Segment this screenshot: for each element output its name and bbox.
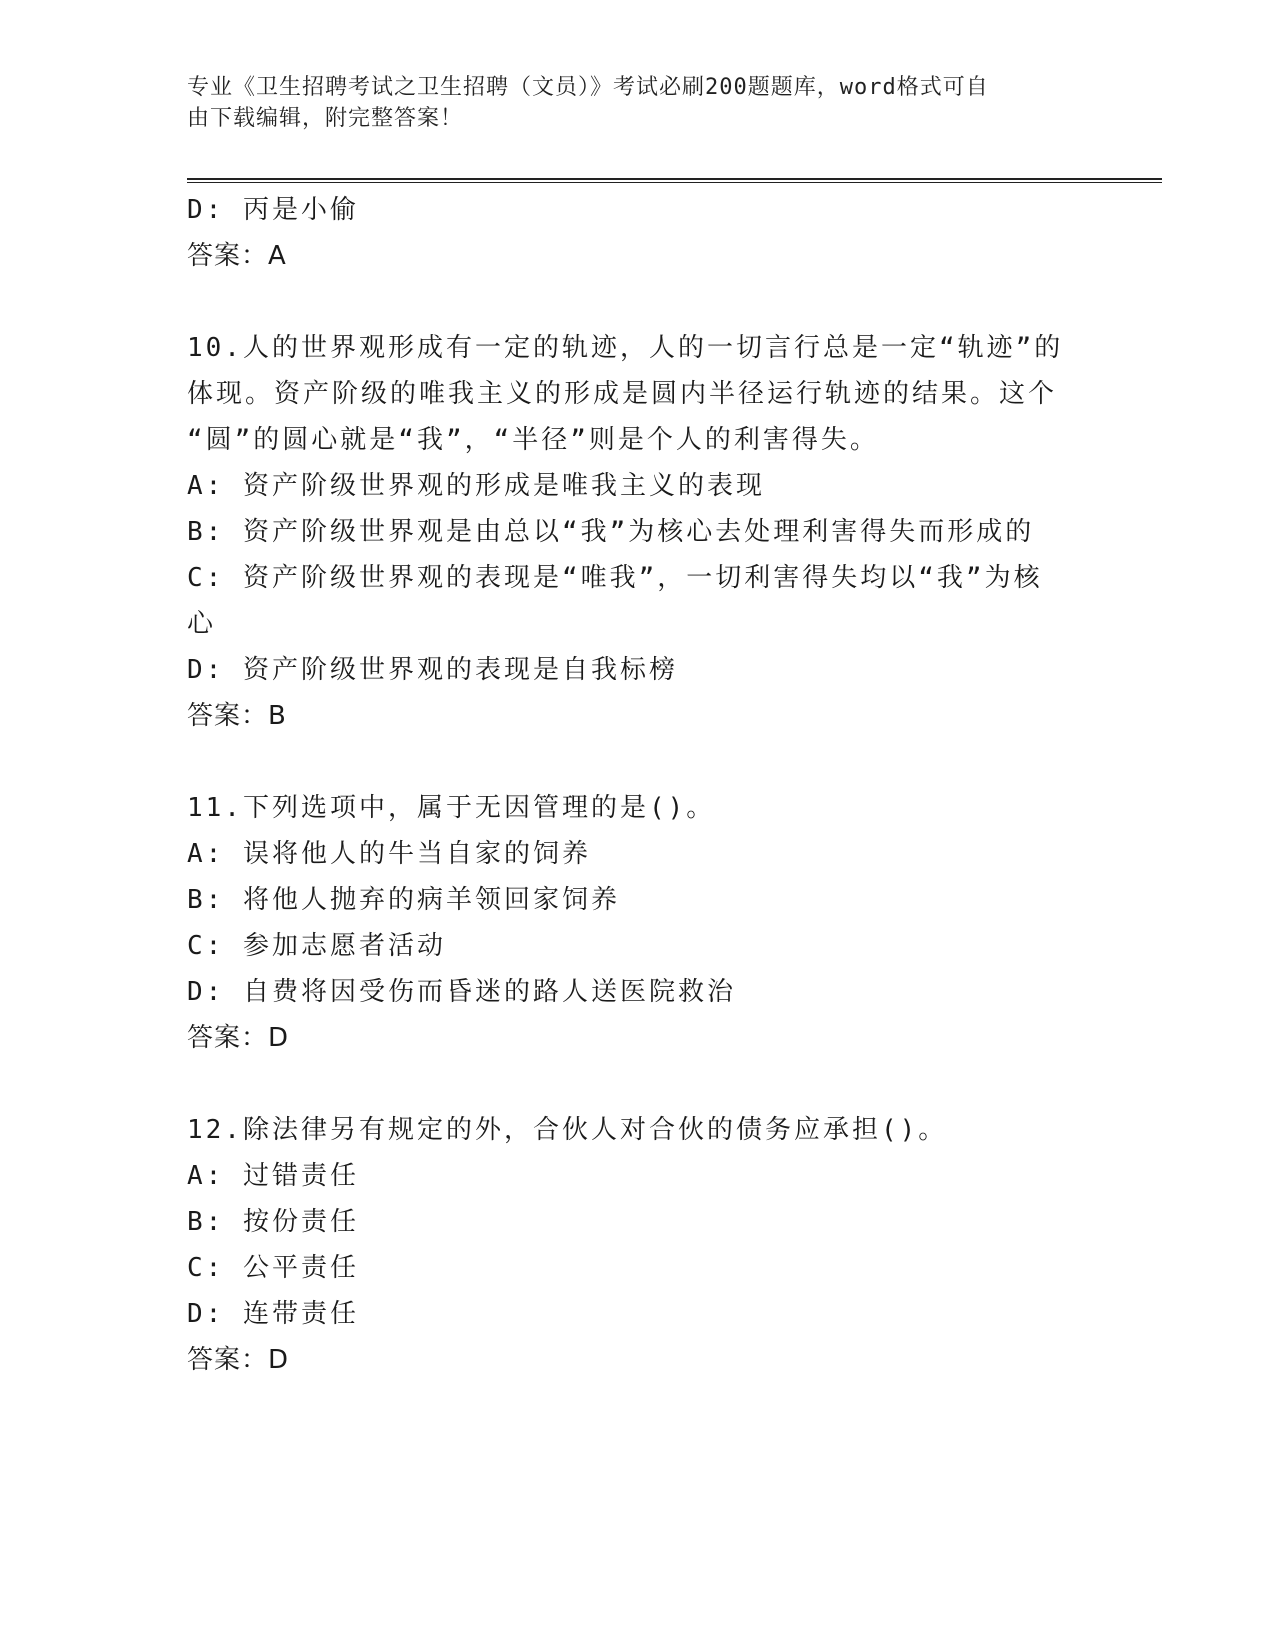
answer: 答案：A <box>187 241 287 271</box>
question-stem: “圆”的圆心就是“我”，“半径”则是个人的利害得失。 <box>187 425 879 455</box>
option-b: B: 按份责任 <box>187 1207 359 1237</box>
spacer <box>187 1061 1087 1107</box>
option-b: B: 资产阶级世界观是由总以“我”为核心去处理利害得失而形成的 <box>187 517 1035 547</box>
option-a: A: 误将他人的牛当自家的饲养 <box>187 839 591 869</box>
question-9-tail <box>187 187 1087 279</box>
option-d: D: 丙是小偷 <box>187 195 359 225</box>
question-10 <box>187 325 1087 739</box>
question-stem: 12.除法律另有规定的外，合伙人对合伙的债务应承担()。 <box>187 1115 948 1145</box>
option-d: D: 资产阶级世界观的表现是自我标榜 <box>187 655 678 685</box>
option-c: C: 公平责任 <box>187 1253 359 1283</box>
option-d: D: 自费将因受伤而昏迷的路人送医院救治 <box>187 977 736 1007</box>
question-stem: 体现。资产阶级的唯我主义的形成是圆内半径运行轨迹的结果。这个 <box>187 379 1058 409</box>
header-line-2: 由下载编辑，附完整答案！ <box>187 106 464 131</box>
header-line-1: 专业《卫生招聘考试之卫生招聘（文员）》考试必刷200题题库，word格式可自 <box>187 75 989 100</box>
page-header <box>187 72 1087 134</box>
option-a: A: 资产阶级世界观的形成是唯我主义的表现 <box>187 471 765 501</box>
answer: 答案：D <box>187 1023 290 1053</box>
option-a: A: 过错责任 <box>187 1161 359 1191</box>
header-divider <box>187 178 1162 183</box>
question-list <box>187 187 1087 1383</box>
answer: 答案：B <box>187 701 287 731</box>
question-12 <box>187 1107 1087 1383</box>
spacer <box>187 739 1087 785</box>
option-c-continued: 心 <box>187 609 217 639</box>
option-c: C: 参加志愿者活动 <box>187 931 446 961</box>
question-11 <box>187 785 1087 1061</box>
option-b: B: 将他人抛弃的病羊领回家饲养 <box>187 885 620 915</box>
option-c: C: 资产阶级世界观的表现是“唯我”，一切利害得失均以“我”为核 <box>187 563 1043 593</box>
spacer <box>187 279 1087 325</box>
option-d: D: 连带责任 <box>187 1299 359 1329</box>
question-stem: 11.下列选项中，属于无因管理的是()。 <box>187 793 716 823</box>
answer: 答案：D <box>187 1345 290 1375</box>
question-stem: 10.人的世界观形成有一定的轨迹，人的一切言行总是一定“轨迹”的 <box>187 333 1064 363</box>
